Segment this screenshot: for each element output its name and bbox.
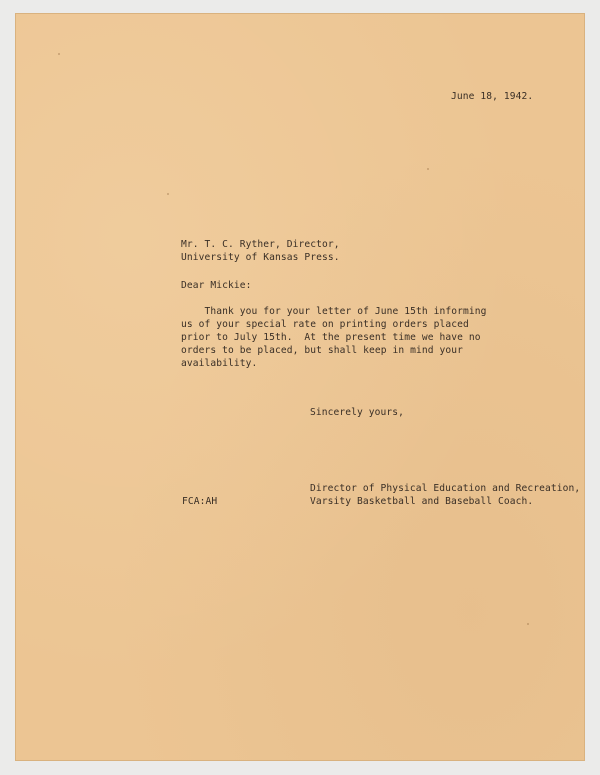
signature-title-line-2: Varsity Basketball and Baseball Coach.: [310, 496, 534, 507]
letter-page: [15, 13, 585, 761]
body-line: availability.: [181, 358, 258, 369]
paper-speck: [167, 193, 169, 195]
closing: Sincerely yours,: [310, 407, 405, 418]
paper-speck: [427, 168, 429, 170]
body-line: prior to July 15th. At the present time we have no: [181, 332, 481, 343]
reference-initials: FCA:AH: [182, 496, 218, 507]
body-line: Thank you for your letter of June 15th informing: [181, 306, 487, 317]
body-line: us of your special rate on printing orders placed: [181, 319, 469, 330]
letter-date: June 18, 1942.: [451, 91, 534, 102]
recipient-address: [181, 238, 340, 264]
body-line: orders to be placed, but shall keep in mind your: [181, 345, 464, 356]
signature-block: [310, 482, 580, 508]
recipient-line-1: Mr. T. C. Ryther, Director,: [181, 239, 340, 250]
signature-title-line-1: Director of Physical Education and Recreation,: [310, 483, 581, 494]
salutation: Dear Mickie:: [181, 280, 252, 291]
letter-body: [181, 305, 487, 370]
paper-speck: [527, 623, 529, 625]
recipient-line-2: University of Kansas Press.: [181, 252, 340, 263]
paper-speck: [58, 53, 60, 55]
